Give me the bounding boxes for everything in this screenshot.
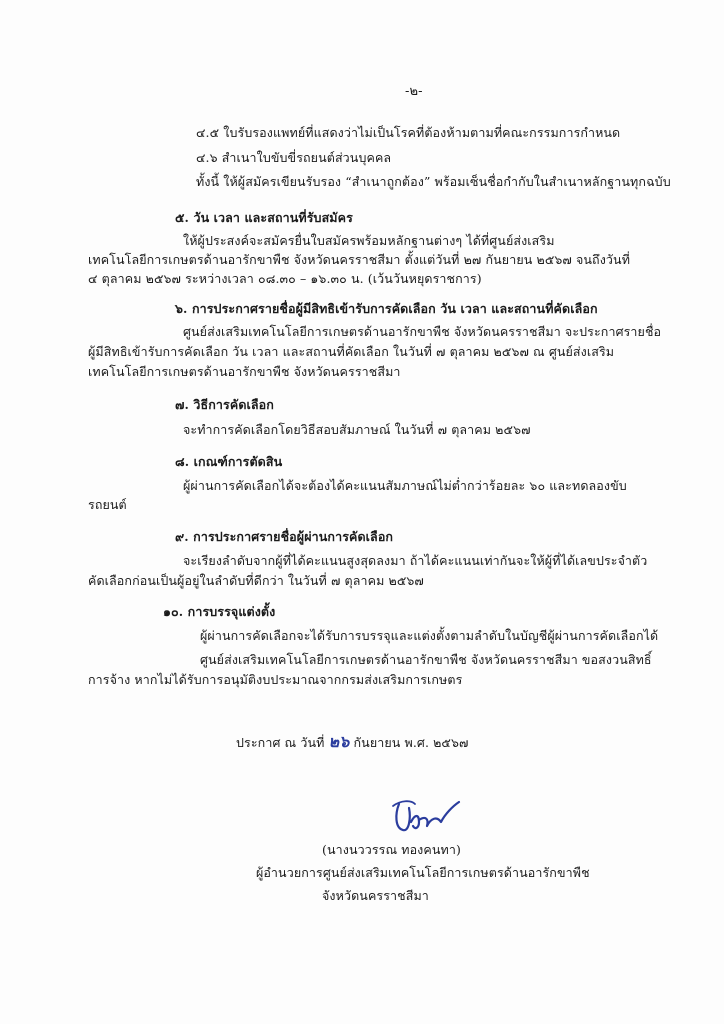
section-10-line-3: การจ้าง หากไม่ได้รับการอนุมัติงบประมาณจากกรมส่งเสริมการเกษตร: [88, 672, 463, 687]
section-8-heading: ๘. เกณฑ์การตัดสิน: [175, 454, 283, 469]
page-number: -๒-: [405, 84, 423, 99]
signer-name: (นางนววรรณ ทองคนทา): [322, 842, 461, 857]
announcement-date: [236, 734, 469, 751]
section-10-line-1: ผู้ผ่านการคัดเลือกจะได้รับการบรรจุและแต่งตั้งตามลำดับในบัญชีผู้ผ่านการคัดเลือกได้: [200, 628, 659, 643]
section-5-line-1: ให้ผู้ประสงค์จะสมัครยื่นใบสมัครพร้อมหลักฐานต่างๆ ได้ที่ศูนย์ส่งเสริม: [183, 233, 555, 248]
section-9-line-1: จะเรียงลำดับจากผู้ที่ได้คะแนนสูงสุดลงมา ถ้าได้คะแนนเท่ากันจะให้ผู้ที่ได้เลขประจำตัว: [183, 553, 648, 568]
section-5-line-3: ๔ ตุลาคม ๒๕๖๗ ระหว่างเวลา ๐๘.๓๐ – ๑๖.๓๐ น. (เว้นวันหยุดราชการ): [88, 271, 482, 286]
section-6-line-1: ศูนย์ส่งเสริมเทคโนโลยีการเกษตรด้านอารักขาพืช จังหวัดนครราชสีมา จะประกาศรายชื่อ: [183, 324, 662, 339]
section-5-line-2: เทคโนโลยีการเกษตรด้านอารักขาพืช จังหวัดนครราชสีมา ตั้งแต่วันที่ ๒๗ กันยายน ๒๕๖๗ จนถึงวันที่: [88, 252, 631, 267]
section-8-line-2: รถยนต์: [88, 497, 127, 512]
section-7-line-1: จะทำการคัดเลือกโดยวิธีสอบสัมภาษณ์ ในวันที่ ๗ ตุลาคม ๒๕๖๗: [183, 422, 531, 437]
certify-note: ทั้งนี้ ให้ผู้สมัครเขียนรับรอง “สำเนาถูกต้อง” พร้อมเซ็นชื่อกำกับในสำเนาหลักฐานทุกฉบับ: [196, 174, 671, 189]
section-6-line-3: เทคโนโลยีการเกษตรด้านอารักขาพืช จังหวัดนครราชสีมา: [88, 364, 401, 379]
section-5-heading: ๕. วัน เวลา และสถานที่รับสมัคร: [175, 210, 353, 225]
section-6-heading: ๖. การประกาศรายชื่อผู้มีสิทธิเข้ารับการคัดเลือก วัน เวลา และสถานที่คัดเลือก: [175, 301, 598, 316]
section-9-heading: ๙. การประกาศรายชื่อผู้ผ่านการคัดเลือก: [175, 529, 394, 544]
section-8-line-1: ผู้ผ่านการคัดเลือกได้จะต้องได้คะแนนสัมภาษณ์ไม่ต่ำกว่าร้อยละ ๖๐ และทดลองขับ: [183, 478, 627, 493]
announce-suffix: กันยายน พ.ศ. ๒๕๖๗: [353, 735, 469, 750]
signer-position: ผู้อำนวยการศูนย์ส่งเสริมเทคโนโลยีการเกษตรด้านอารักขาพืช: [256, 865, 590, 880]
section-7-heading: ๗. วิธีการคัดเลือก: [175, 397, 274, 412]
section-10-heading: ๑๐. การบรรจุแต่งตั้ง: [163, 604, 276, 619]
section-10-line-2: ศูนย์ส่งเสริมเทคโนโลยีการเกษตรด้านอารักขาพืช จังหวัดนครราชสีมา ขอสงวนสิทธิ์: [200, 652, 652, 667]
section-9-line-2: คัดเลือกก่อนเป็นผู้อยู่ในลำดับที่ดีกว่า ในวันที่ ๗ ตุลาคม ๒๕๖๗: [88, 573, 424, 588]
item-4-5: ๔.๕ ใบรับรองแพทย์ที่แสดงว่าไม่เป็นโรคที่ต้องห้ามตามที่คณะกรรมการกำหนด: [196, 125, 621, 140]
signer-province: จังหวัดนครราชสีมา: [322, 888, 429, 903]
item-4-6: ๔.๖ สำเนาใบขับขี่รถยนต์ส่วนบุคคล: [196, 150, 392, 165]
section-6-line-2: ผู้มีสิทธิเข้ารับการคัดเลือก วัน เวลา และสถานที่คัดเลือก ในวันที่ ๗ ตุลาคม ๒๕๖๗ ณ ศูนย์ส่งเสริม: [88, 344, 615, 359]
handwritten-day: ๒๖: [328, 732, 350, 751]
signature-image: [385, 792, 465, 840]
announce-prefix: ประกาศ ณ วันที่: [236, 735, 325, 750]
